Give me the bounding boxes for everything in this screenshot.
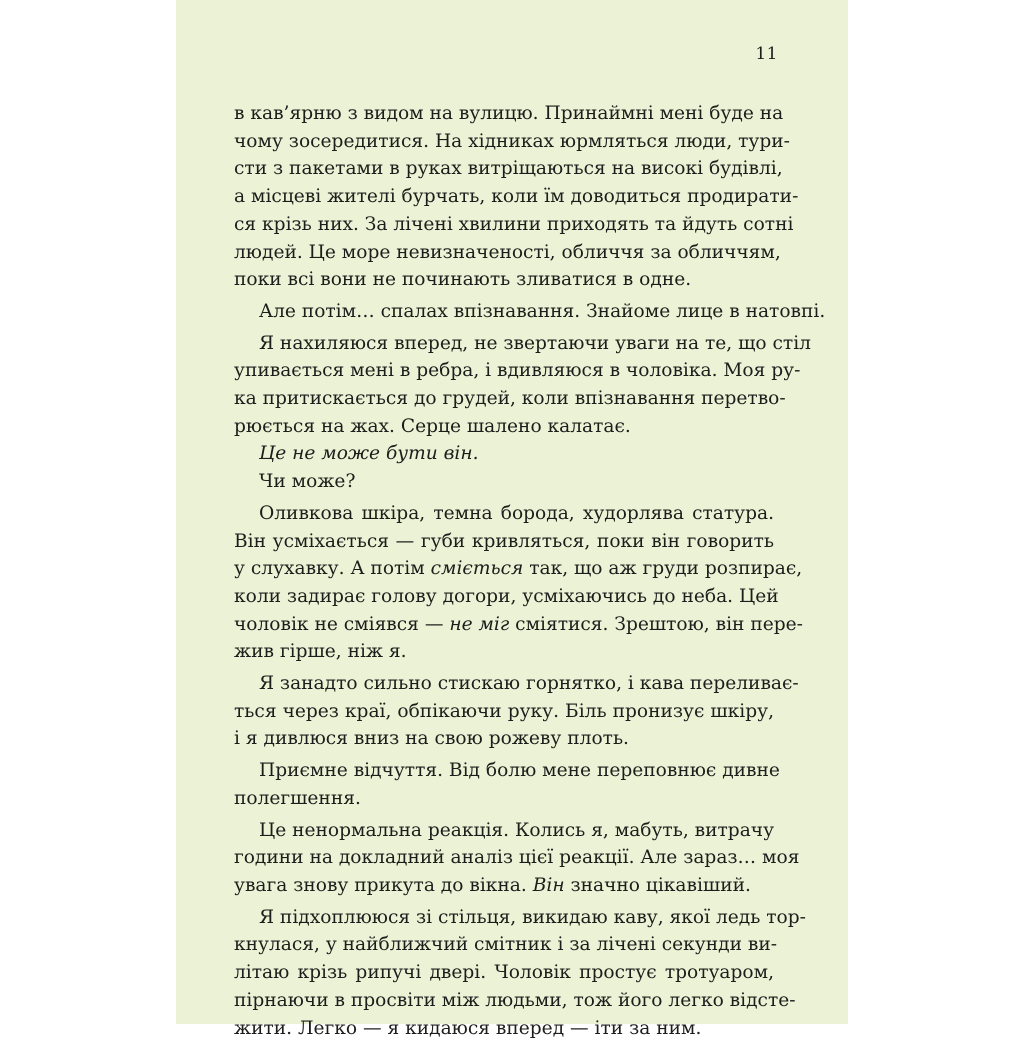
text-line bbox=[234, 211, 774, 239]
text-line bbox=[234, 528, 774, 556]
text-line bbox=[234, 468, 774, 496]
text-segment: Він усміхається — губи кривляться, поки він говорить bbox=[234, 531, 774, 552]
italic-text: Він bbox=[533, 875, 565, 896]
text-line bbox=[234, 904, 774, 932]
text-segment: ка притискається до грудей, коли впізнавання перетво- bbox=[234, 388, 786, 409]
text-line bbox=[234, 440, 774, 468]
text-segment: людей. Це море невизначеності, обличчя за обличчям, bbox=[234, 242, 781, 263]
text-line bbox=[234, 385, 774, 413]
text-line bbox=[234, 959, 774, 987]
body-text bbox=[234, 100, 774, 1042]
text-segment: сти з пакетами в руках витріщаються на високі будівлі, bbox=[234, 158, 783, 179]
text-line bbox=[234, 1015, 774, 1042]
text-segment: упивається мені в ребра, і вдивляюся в чоловіка. Моя ру- bbox=[234, 360, 800, 381]
text-line bbox=[234, 638, 774, 666]
text-segment: жити. Легко — я кидаюся вперед — іти за ним. bbox=[234, 1018, 701, 1039]
text-segment: сміятися. Зрештою, він пере- bbox=[509, 614, 803, 635]
italic-text: сміється bbox=[431, 558, 524, 579]
text-segment: Але потім… спалах впізнавання. Знайоме лице в натовпі. bbox=[259, 301, 825, 322]
page-number: 11 bbox=[755, 44, 778, 64]
text-line bbox=[234, 266, 774, 294]
text-line bbox=[234, 555, 774, 583]
text-line bbox=[234, 583, 774, 611]
text-segment: жив гірше, ніж я. bbox=[234, 641, 407, 662]
text-line bbox=[234, 330, 774, 358]
text-segment: так, що аж груди розпирає, bbox=[523, 558, 802, 579]
text-segment: чоловік не сміявся — bbox=[234, 614, 449, 635]
text-segment: Я нахиляюся вперед, не звертаючи уваги на те, що стіл bbox=[259, 333, 811, 354]
text-line bbox=[234, 298, 774, 326]
text-line bbox=[234, 817, 774, 845]
text-segment: рюється на жах. Серце шалено калатає. bbox=[234, 416, 631, 437]
text-line bbox=[234, 725, 774, 753]
text-segment: коли задирає голову догори, усміхаючись до неба. Цей bbox=[234, 586, 779, 607]
text-segment: увага знову прикута до вікна. bbox=[234, 875, 533, 896]
text-segment: пірнаючи в просвіти між людьми, тож його легко відсте- bbox=[234, 990, 796, 1011]
text-line bbox=[234, 757, 774, 785]
text-segment: літаю крізь рипучі двері. Чоловік простує тротуаром, bbox=[234, 962, 774, 983]
text-line bbox=[234, 611, 774, 639]
text-line bbox=[234, 931, 774, 959]
text-line bbox=[234, 183, 774, 211]
text-segment: поки всі вони не починають зливатися в одне. bbox=[234, 269, 691, 290]
italic-text: не міг bbox=[449, 614, 509, 635]
text-line bbox=[234, 239, 774, 267]
italic-text: Це не може бути він. bbox=[259, 443, 479, 464]
text-segment: Я підхоплююся зі стільця, викидаю каву, якої ледь тор- bbox=[259, 907, 806, 928]
text-line bbox=[234, 128, 774, 156]
text-segment: і я дивлюся вниз на свою рожеву плоть. bbox=[234, 728, 629, 749]
text-line bbox=[234, 987, 774, 1015]
text-segment: години на докладний аналіз цієї реакції. Але зараз… моя bbox=[234, 847, 799, 868]
text-line bbox=[234, 698, 774, 726]
text-segment: в кав’ярню з видом на вулицю. Принаймні мені буде на bbox=[234, 103, 783, 124]
text-line bbox=[234, 100, 774, 128]
text-segment: Оливкова шкіра, темна борода, худорлява статура. bbox=[259, 503, 774, 524]
text-line bbox=[234, 155, 774, 183]
text-line bbox=[234, 500, 774, 528]
text-line bbox=[234, 413, 774, 441]
text-line bbox=[234, 872, 774, 900]
text-segment: чому зосередитися. На хідниках юрмляться люди, тури- bbox=[234, 131, 790, 152]
text-line bbox=[234, 785, 774, 813]
text-segment: ся крізь них. За лічені хвилини приходять та йдуть сотні bbox=[234, 214, 793, 235]
text-segment: Приємне відчуття. Від болю мене переповнює дивне bbox=[259, 760, 780, 781]
text-segment: Чи може? bbox=[259, 471, 355, 492]
text-segment: полегшення. bbox=[234, 788, 361, 809]
text-segment: Це ненормальна реакція. Колись я, мабуть, витрачу bbox=[259, 820, 774, 841]
text-segment: а місцеві жителі бурчать, коли їм доводиться продирати- bbox=[234, 186, 798, 207]
text-segment: ться через краї, обпікаючи руку. Біль пронизує шкіру, bbox=[234, 701, 774, 722]
text-segment: кнулася, у найближчий смітник і за лічені секунди ви- bbox=[234, 934, 777, 955]
book-page bbox=[176, 0, 848, 1024]
text-segment: значно цікавіший. bbox=[565, 875, 751, 896]
text-line bbox=[234, 357, 774, 385]
text-segment: у слухавку. А потім bbox=[234, 558, 431, 579]
text-line bbox=[234, 670, 774, 698]
text-line bbox=[234, 844, 774, 872]
text-segment: Я занадто сильно стискаю горнятко, і кава переливає- bbox=[259, 673, 799, 694]
